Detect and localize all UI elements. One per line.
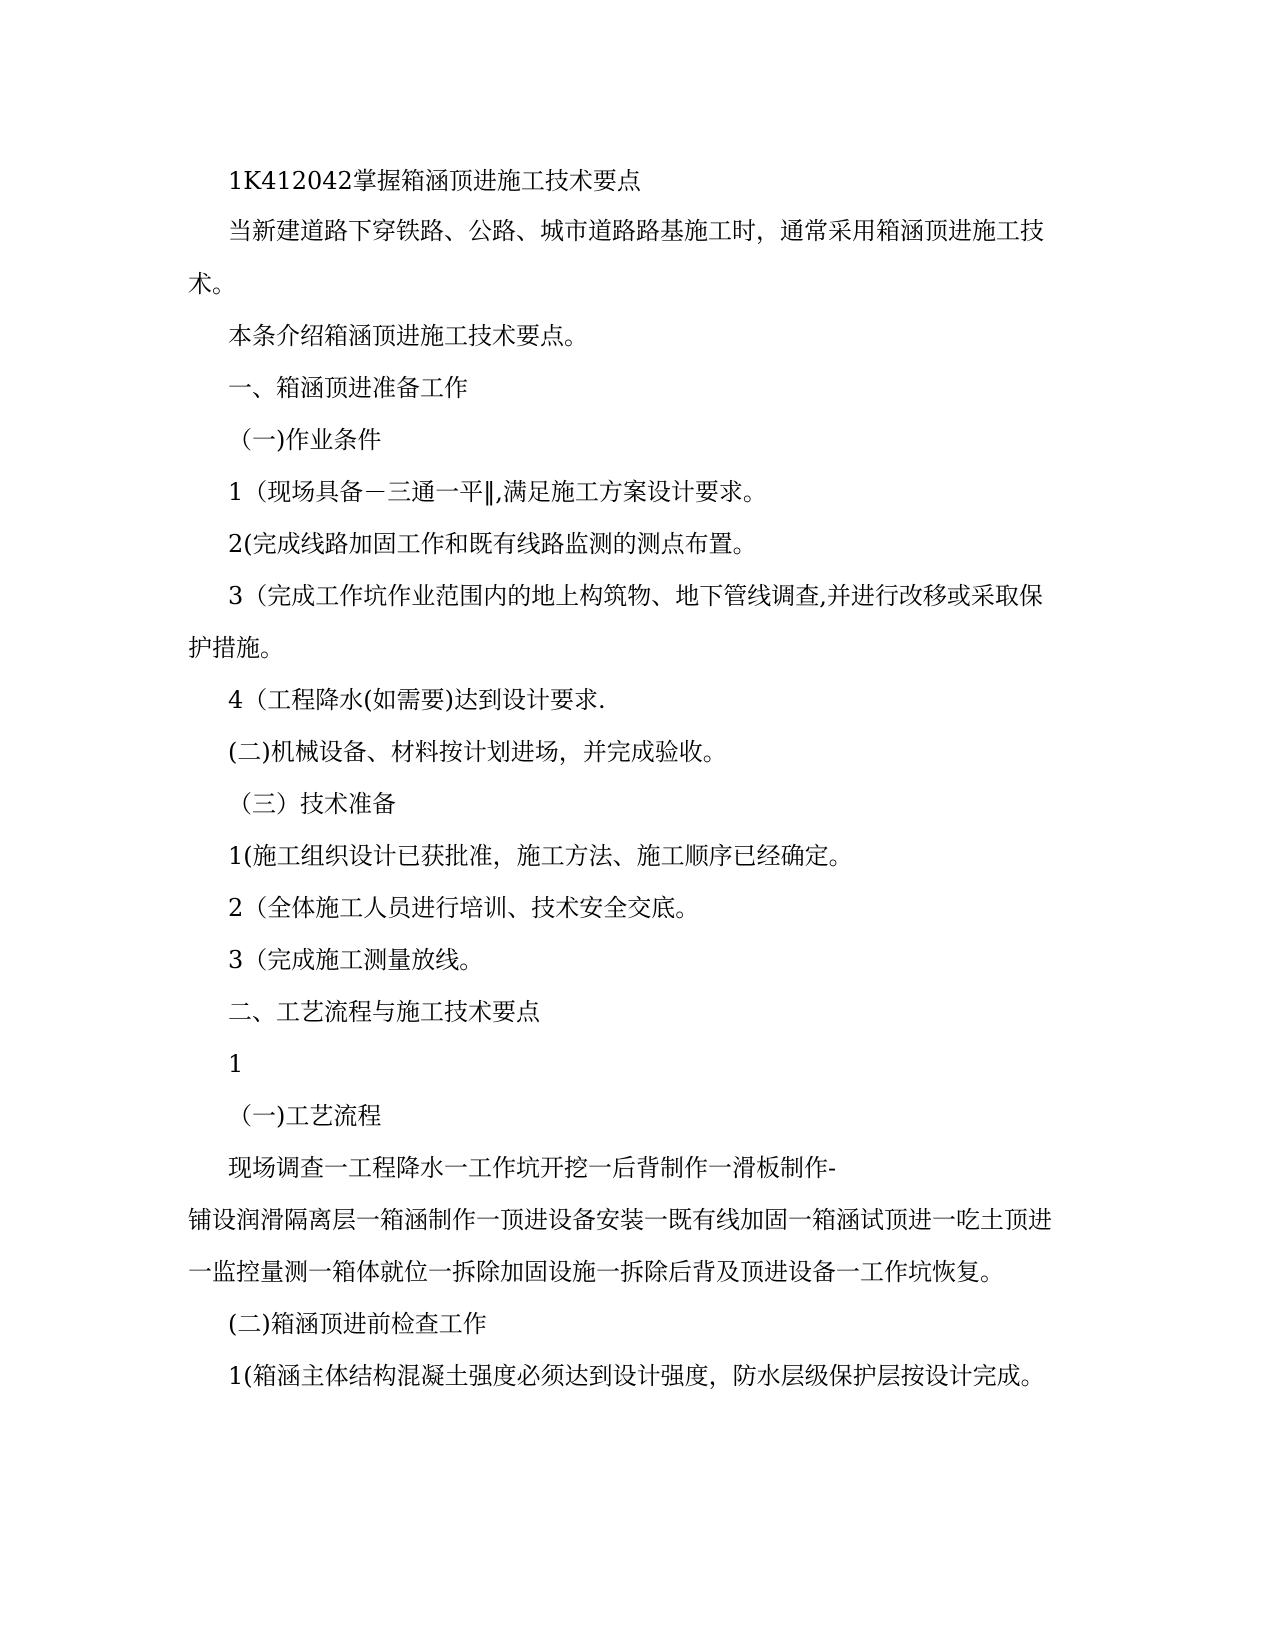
- paragraph-line: 当新建道路下穿铁路、公路、城市道路路基施工时，通常采用箱涵顶进施工技: [228, 217, 1044, 245]
- subsection-heading: (二)机械设备、材料按计划进场，并完成验收。: [228, 738, 727, 766]
- paragraph-line: 现场调查一工程降水一工作坑开挖一后背制作一滑板制作-: [228, 1154, 837, 1182]
- list-item: 1(施工组织设计已获批准，施工方法、施工顺序已经确定。: [228, 842, 853, 870]
- subsection-heading: (二)箱涵顶进前检查工作: [228, 1310, 487, 1338]
- section-heading: 二、工艺流程与施工技术要点: [228, 998, 540, 1026]
- list-item: 1（现场具备－三通一平‖,满足施工方案设计要求。: [228, 478, 767, 506]
- list-item: 2（全体施工人员进行培训、技术安全交底。: [228, 894, 700, 922]
- list-item: 1(箱涵主体结构混凝土强度必须达到设计强度，防水层级保护层按设计完成。: [228, 1362, 1045, 1390]
- paragraph-line: 本条介绍箱涵顶进施工技术要点。: [228, 322, 588, 350]
- section-heading: 一、箱涵顶进准备工作: [228, 374, 468, 402]
- paragraph-line: 铺设润滑隔离层一箱涵制作一顶进设备安装一既有线加固一箱涵试顶进一吃土顶进: [188, 1206, 1052, 1234]
- subsection-heading: （三）技术准备: [228, 790, 396, 818]
- subsection-heading: （一)作业条件: [228, 426, 382, 454]
- list-item: 3（完成工作坑作业范围内的地上构筑物、地下管线调查,并进行改移或采取保: [228, 582, 1043, 610]
- list-item: 4（工程降水(如需要)达到设计要求.: [228, 686, 606, 714]
- list-item-continuation: 护措施。: [188, 634, 284, 662]
- list-item: 3（完成施工测量放线。: [228, 946, 484, 974]
- paragraph-line: 一监控量测一箱体就位一拆除加固设施一拆除后背及顶进设备一工作坑恢复。: [188, 1258, 1004, 1286]
- list-item: 2(完成线路加固工作和既有线路监测的测点布置。: [228, 530, 757, 558]
- document-title: 1K412042掌握箱涵顶进施工技术要点: [228, 167, 641, 195]
- page-number: 1: [228, 1050, 244, 1078]
- paragraph-line: 术。: [188, 270, 236, 298]
- subsection-heading: （一)工艺流程: [228, 1102, 382, 1130]
